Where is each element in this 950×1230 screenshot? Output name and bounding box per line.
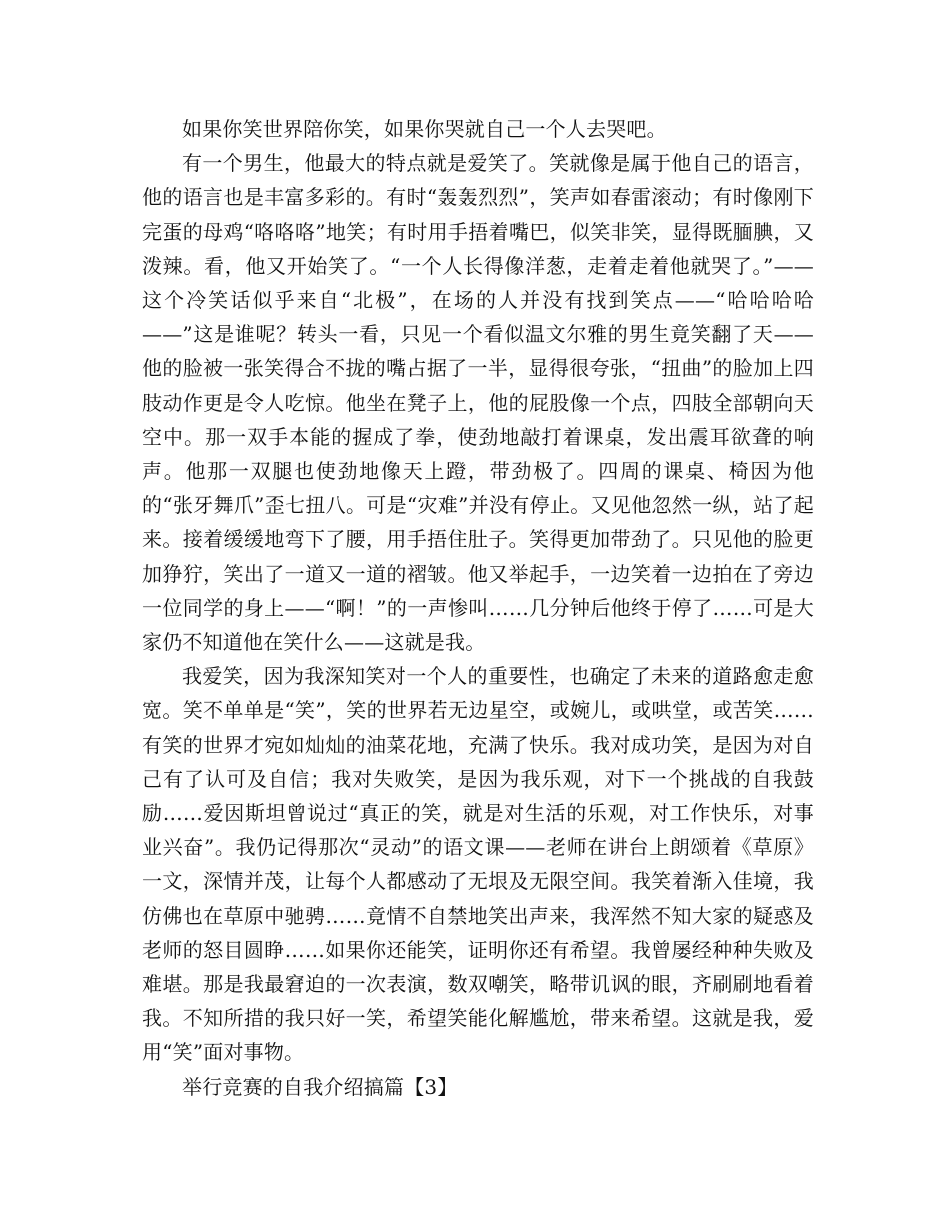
section-heading: 举行竞赛的自我介绍搞篇【3】 <box>182 1074 458 1099</box>
document-body <box>142 112 814 1104</box>
paragraph-opening-quote: 如果你笑世界陪你笑，如果你哭就自己一个人去哭吧。 <box>182 117 667 141</box>
paragraph-why-i-laugh: 我爱笑，因为我深知笑对一个人的重要性，也确定了未来的道路愈走愈宽。笑不单单是“笑”，笑的世界若无边星空，或婉儿，或哄堂，或苦笑……有笑的世界才宛如灿灿的油菜花地，充满了快乐。我对成功笑，是因为对自己有了认可及自信；我对失败笑，是因为我乐观，对下一个挑战的自我鼓励……爱因斯坦曾说过“真正的笑，就是对生活的乐观，对工作快乐，对事业兴奋”。我仍记得那次“灵动”的语文课——老师在讲台上朗颂着《草原》一文，深情并茂，让每个人都感动了无垠及无限空间。我笑着渐入佳境，我仿佛也在草原中驰骋……竟情不自禁地笑出声来，我浑然不知大家的疑惑及老师的怒目圆睁……如果你还能笑，证明你还有希望。我曾屡经种种失败及难堪。那是我最窘迫的一次表演，数双嘲笑，略带讥讽的眼，齐刷刷地看着我。不知所措的我只好一笑，希望笑能化解尴尬，带来希望。这就是我，爱用“笑”面对事物。 <box>142 664 814 1065</box>
paragraph-boy-who-laughs: 有一个男生，他最大的特点就是爱笑了。笑就像是属于他自己的语言，他的语言也是丰富多彩的。有时“轰轰烈烈”，笑声如春雷滚动；有时像刚下完蛋的母鸡“咯咯咯”地笑；有时用手捂着嘴巴，似笑非笑，显得既腼腆，又泼辣。看，他又开始笑了。“一个人长得像洋葱，走着走着他就哭了。”——这个冷笑话似乎来自“北极”，在场的人并没有找到笑点——“哈哈哈哈——”这是谁呢？转头一看，只见一个看似温文尔雅的男生竟笑翻了天——他的脸被一张笑得合不拢的嘴占据了一半，显得很夸张，“扭曲”的脸加上四肢动作更是令人吃惊。他坐在凳子上，他的屁股像一个点，四肢全部朝向天空中。那一双手本能的握成了拳，使劲地敲打着课桌，发出震耳欲聋的响声。他那一双腿也使劲地像天上蹬，带劲极了。四周的课桌、椅因为他的“张牙舞爪”歪七扭八。可是“灾难”并没有停止。又见他忽然一纵，站了起来。接着缓缓地弯下了腰，用手捂住肚子。笑得更加带劲了。只见他的脸更加狰狞，笑出了一道又一道的褶皱。他又举起手，一边笑着一边拍在了旁边一位同学的身上——“啊！”的一声惨叫……几分钟后他终于停了……可是大家仍不知道他在笑什么——这就是我。 <box>142 151 814 655</box>
